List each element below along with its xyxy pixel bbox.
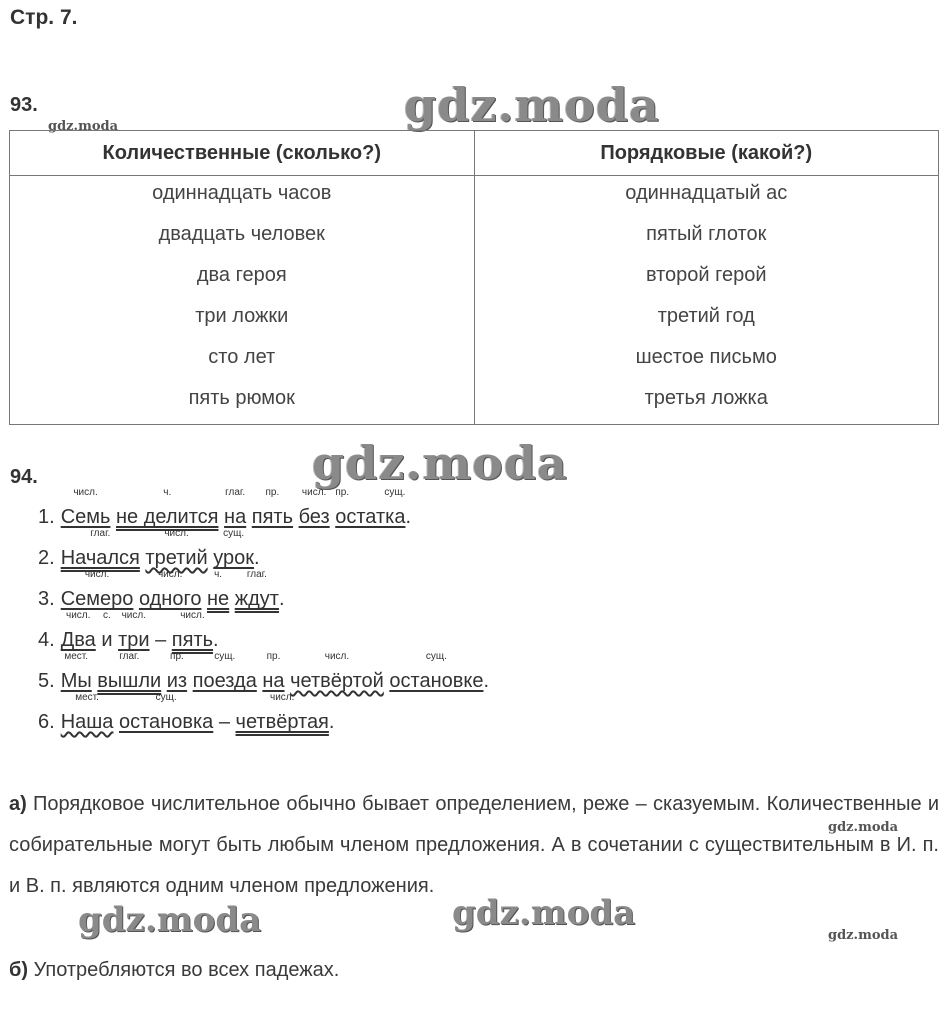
annotated-word [97, 651, 162, 693]
annotated-word [298, 487, 330, 529]
part-of-speech-label: глаг. [119, 651, 140, 662]
numerals-table [9, 130, 939, 425]
sentence-index: 2. [38, 547, 55, 569]
punctuation: . [278, 588, 285, 610]
table-header-row [10, 131, 939, 176]
annotated-word [207, 569, 230, 611]
page-reference: Стр. 7. [10, 6, 78, 29]
sentence-index: 4. [38, 629, 55, 651]
watermark-logo-bottom-left: gdz.moda [78, 900, 262, 940]
sentence-6 [38, 692, 335, 734]
table-body-row [10, 176, 939, 425]
word-text: три [118, 629, 150, 651]
word-text: Мы [60, 670, 92, 692]
annotated-word [224, 487, 247, 529]
part-of-speech-label: ч. [163, 487, 172, 498]
ordinal-item: пятый глоток [646, 223, 767, 245]
cardinal-item: два героя [196, 264, 287, 286]
annotated-word [251, 487, 294, 529]
part-of-speech-label: пр. [265, 487, 280, 498]
annotated-word [60, 528, 140, 570]
annotated-word [118, 692, 214, 734]
word-text: на [224, 506, 247, 528]
word-text: одного [138, 588, 202, 610]
sentence-3 [38, 569, 285, 611]
part-of-speech-label: числ. [324, 651, 350, 662]
watermark-small-right-1: gdz.moda [828, 820, 899, 835]
word-text: из [166, 670, 188, 692]
exercise-94-number: 94. [10, 466, 38, 488]
annotated-word [145, 528, 208, 570]
annotated-word [60, 692, 114, 734]
annotated-word [171, 610, 214, 652]
annotated-word [60, 569, 134, 611]
cardinal-item: пять рюмок [188, 387, 295, 409]
annotated-word [118, 610, 150, 652]
sentence-1 [38, 487, 412, 529]
part-of-speech-label: числ. [269, 692, 295, 703]
sentence-index: 5. [38, 670, 55, 692]
word-text: Семь [60, 506, 111, 528]
watermark-small-right-2: gdz.moda [828, 928, 899, 943]
answer-a [9, 784, 939, 907]
word-text: остановке [389, 670, 484, 692]
annotated-word [335, 487, 406, 529]
sentence-index: 3. [38, 588, 55, 610]
annotated-word [213, 528, 255, 570]
word-text: и [101, 629, 113, 651]
word-text: на [262, 670, 285, 692]
sentence-index: 6. [38, 711, 55, 733]
ordinal-item: второй герой [645, 264, 767, 286]
word-text: четвёртая [235, 711, 329, 733]
answer-b-label: б) [9, 959, 29, 981]
punctuation: . [213, 629, 219, 651]
watermark-logo-top: gdz.moda [404, 78, 660, 132]
part-of-speech-label: глаг. [246, 569, 267, 580]
part-of-speech-label: пр. [266, 651, 281, 662]
part-of-speech-label: с. [103, 610, 111, 621]
part-of-speech-label: числ. [301, 487, 327, 498]
part-of-speech-label: мест. [75, 692, 99, 703]
sentence-4 [38, 610, 219, 652]
part-of-speech-label: глаг. [225, 487, 246, 498]
ordinal-item: одиннадцатый ас [625, 182, 788, 204]
word-text: пять [171, 629, 214, 651]
answer-b [9, 950, 939, 991]
annotated-word [101, 610, 113, 652]
annotated-word [116, 487, 219, 529]
part-of-speech-label: ч. [214, 569, 223, 580]
watermark-logo-mid: gdz.moda [312, 436, 568, 490]
punctuation: – [149, 629, 172, 651]
cardinal-item: три ложки [195, 305, 289, 327]
answer-a-text: Порядковое числительное обычно бывает определением, реже – сказуемым. Количественные и собирательные могут быть любым членом предложения. А в сочетании с существительным в И. п. и В. п. являются одним членом предложения. [9, 793, 939, 897]
word-text: не [207, 588, 230, 610]
part-of-speech-label: мест. [64, 651, 89, 662]
part-of-speech-label: числ. [84, 569, 110, 580]
annotated-word [235, 692, 329, 734]
punctuation: . [328, 711, 335, 733]
part-of-speech-label: числ. [164, 528, 189, 539]
annotated-word [60, 487, 111, 529]
header-cardinal: Количественные (сколько?) [10, 131, 475, 176]
word-text: поезда [192, 670, 257, 692]
part-of-speech-label: числ. [73, 487, 98, 498]
annotated-word [60, 610, 96, 652]
ordinal-item: третья ложка [644, 387, 768, 409]
part-of-speech-label: сущ. [223, 528, 245, 539]
watermark-small-top: gdz.moda [48, 119, 119, 134]
header-ordinal: Порядковые (какой?) [474, 131, 939, 176]
part-of-speech-label: числ. [66, 610, 91, 621]
punctuation: . [483, 670, 490, 692]
annotated-word [234, 569, 279, 611]
sentence-5 [38, 651, 490, 693]
answer-b-text: Употребляются во всех падежах. [33, 959, 340, 981]
annotated-word [192, 651, 257, 693]
word-text: третий [145, 547, 208, 569]
word-text: урок [213, 547, 255, 569]
annotated-word [166, 651, 188, 693]
punctuation: . [254, 547, 260, 569]
word-text: Наша [60, 711, 114, 733]
word-text: четвёртой [290, 670, 384, 692]
part-of-speech-label: пр. [170, 651, 184, 662]
part-of-speech-label: сущ. [155, 692, 177, 703]
ordinal-column [474, 176, 939, 425]
word-text: остатка [335, 506, 406, 528]
word-text: вышли [97, 670, 162, 692]
sentence-2 [38, 528, 260, 570]
cardinal-item: одиннадцать часов [152, 182, 332, 204]
annotated-word [60, 651, 92, 693]
punctuation: . [405, 506, 412, 528]
punctuation: – [213, 711, 236, 733]
cardinal-column [10, 176, 475, 425]
cardinal-item: сто лет [208, 346, 276, 368]
part-of-speech-label: числ. [180, 610, 205, 621]
part-of-speech-label: глаг. [90, 528, 111, 539]
annotated-word [262, 651, 285, 693]
ordinal-item: третий год [657, 305, 755, 327]
annotated-word [138, 569, 202, 611]
cardinal-item: двадцать человек [158, 223, 325, 245]
word-text: пять [251, 506, 294, 528]
word-text: не делится [116, 506, 219, 528]
word-text: Начался [60, 547, 140, 569]
sentence-index: 1. [38, 506, 55, 528]
annotated-word [389, 651, 484, 693]
part-of-speech-label: числ. [121, 610, 147, 621]
word-text: ждут [234, 588, 279, 610]
part-of-speech-label: сущ. [425, 651, 447, 662]
ordinal-item: шестое письмо [635, 346, 777, 368]
part-of-speech-label: числ. [157, 569, 183, 580]
word-text: остановка [118, 711, 214, 733]
word-text: без [298, 506, 330, 528]
part-of-speech-label: сущ. [384, 487, 406, 498]
word-text: Семеро [60, 588, 134, 610]
part-of-speech-label: пр. [335, 487, 350, 498]
answer-a-label: а) [9, 793, 27, 815]
watermark-logo-bottom-center: gdz.moda [452, 893, 636, 933]
part-of-speech-label: сущ. [214, 651, 236, 662]
exercise-93-number: 93. [10, 94, 38, 116]
word-text: Два [60, 629, 96, 651]
annotated-word [290, 651, 384, 693]
